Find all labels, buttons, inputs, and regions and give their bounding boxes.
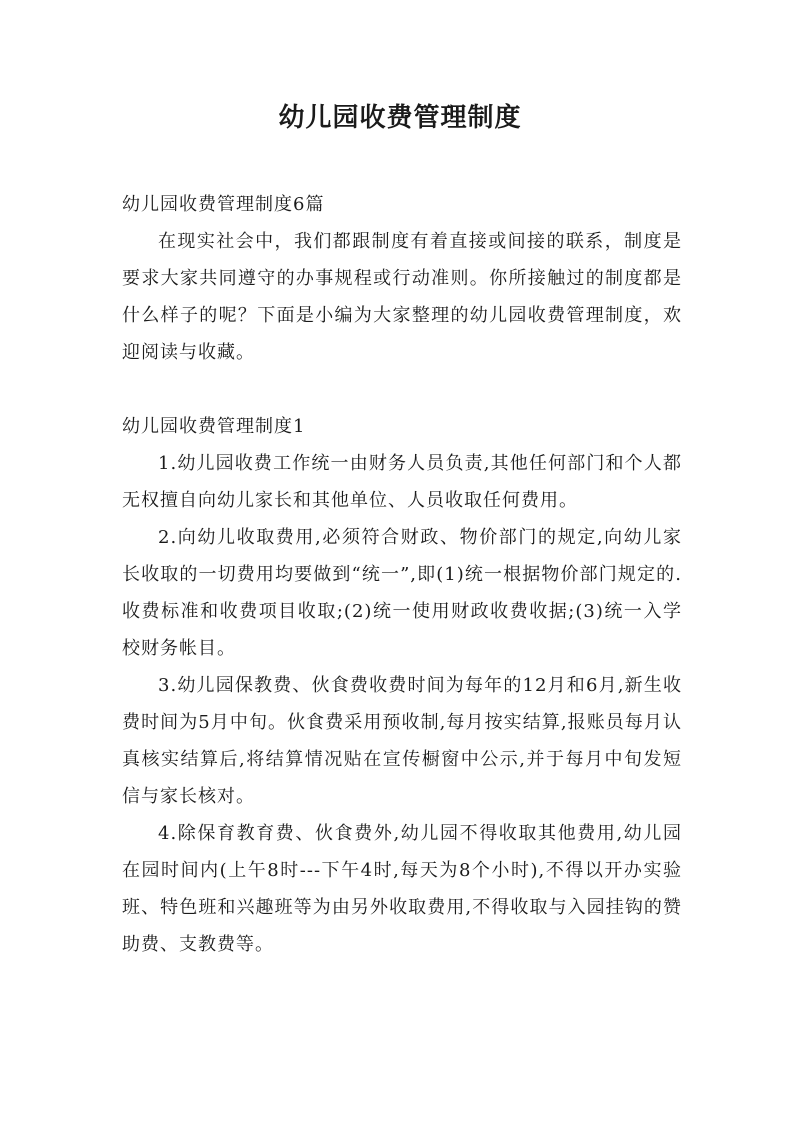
document-title: 幼儿园收费管理制度 <box>278 103 522 133</box>
document-body <box>122 186 682 963</box>
intro-heading: 幼儿园收费管理制度6篇 <box>122 194 325 215</box>
rule-item-2: 2.向幼儿收取费用,必须符合财政、物价部门的规定,向幼儿家长收取的一切费用均要做到“统一”,即(1)统一根据物价部门规定的.收费标准和收费项目收取;(2)统一使用财政收费收据;(3)统一入学校财务帐目。 <box>122 527 682 659</box>
rule-item-1: 1.幼儿园收费工作统一由财务人员负责,其他任何部门和个人都无权擅自向幼儿家长和其他单位、人员收取任何费用。 <box>122 453 682 511</box>
paragraph-spacer <box>122 371 682 408</box>
section-heading: 幼儿园收费管理制度1 <box>122 416 306 437</box>
intro-paragraph: 在现实社会中，我们都跟制度有着直接或间接的联系，制度是要求大家共同遵守的办事规程或行动准则。你所接触过的制度都是什么样子的呢？下面是小编为大家整理的幼儿园收费管理制度，欢迎阅读与收藏。 <box>122 231 682 363</box>
rule-item-3: 3.幼儿园保教费、伙食费收费时间为每年的12月和6月,新生收费时间为5月中旬。伙食费采用预收制,每月按实结算,报账员每月认真核实结算后,将结算情况贴在宣传橱窗中公示,并于每月中旬发短信与家长核对。 <box>122 675 682 807</box>
rule-item-4: 4.除保育教育费、伙食费外,幼儿园不得收取其他费用,幼儿园在园时间内(上午8时---下午4时,每天为8个小时),不得以开办实验班、特色班和兴趣班等为由另外收取费用,不得收取与入园挂钩的赞助费、支教费等。 <box>122 823 682 955</box>
